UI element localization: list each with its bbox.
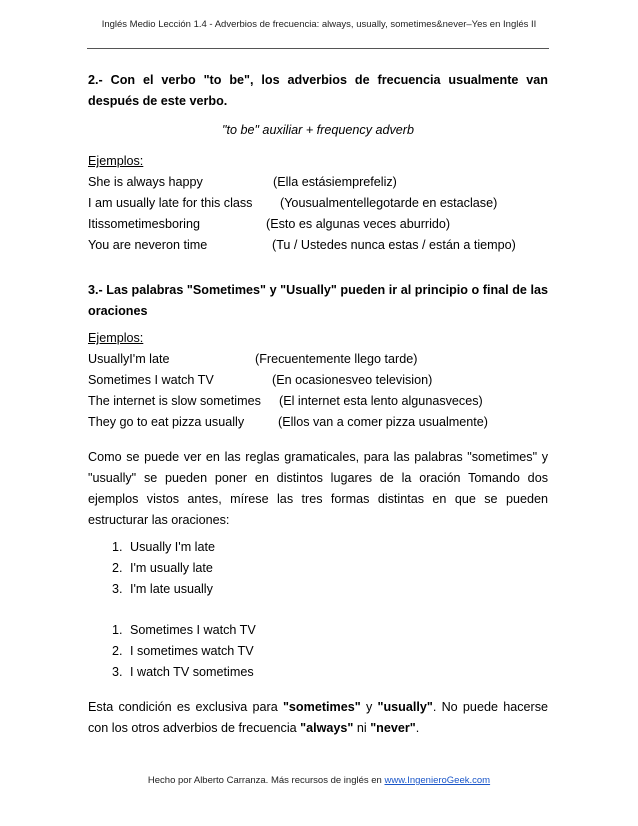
closing-bold: "usually" [377,700,433,714]
example-spanish: (Yousualmentellegotarde en estaclase) [280,196,498,210]
example-row [88,235,548,256]
example-english: You are neveron time [88,238,208,252]
footer-link[interactable]: www.IngenieroGeek.com [384,775,491,786]
examples-title: Ejemplos: [88,331,144,345]
list-item: 1. Usually I'm late [126,537,548,558]
list-item: 3. I'm late usually [126,579,548,600]
example-row [88,412,548,433]
example-spanish: (El internet esta lento algunasveces) [279,394,483,408]
footer-text: Hecho por Alberto Carranza. Más recursos de inglés en [147,775,385,786]
page-footer [0,775,638,786]
list-item: 1. Sometimes I watch TV [126,620,548,641]
example-row [88,214,548,235]
example-spanish: (Esto es algunas veces aburrido) [266,217,451,231]
closing-paragraph [88,697,548,739]
section-3-heading: 3.- Las palabras "Sometimes" y "Usually" pueden ir al principio o final de las oraciones [88,283,548,318]
example-spanish: (Tu / Ustedes nunca estas / están a tiempo) [272,238,516,252]
closing-bold: "sometimes" [282,700,361,714]
example-english: The internet is slow sometimes [88,394,261,408]
list-item: 2. I sometimes watch TV [126,641,548,662]
example-row [88,193,548,214]
example-english: They go to eat pizza usually [88,415,245,429]
usually-variations-list [88,537,548,600]
list-item: 2. I'm usually late [126,558,548,579]
example-row [88,172,548,193]
formula-line: "to be" auxiliar + frequency adverb [221,123,414,137]
closing-text: . [415,721,420,735]
example-english: I am usually late for this class [88,196,253,210]
examples-title: Ejemplos: [88,154,144,168]
section-2-heading: 2.- Con el verbo "to be", los adverbios de frecuencia usualmente van después de este verbo. [88,73,548,108]
example-row [88,349,548,370]
page-header: Inglés Medio Lección 1.4 - Adverbios de frecuencia: always, usually, sometimes&never–Yes en Inglés II [101,19,537,30]
closing-bold: "never" [370,721,416,735]
example-english: Itissometimesboring [88,217,200,231]
example-spanish: (En ocasionesveo television) [272,373,433,387]
example-spanish: (Frecuentemente llego tarde) [255,352,418,366]
document-body [88,70,548,739]
closing-bold: "always" [300,721,354,735]
closing-text: y [360,700,378,714]
closing-text: ni [353,721,371,735]
example-english: UsuallyI'm late [88,352,170,366]
header-divider [87,48,549,49]
closing-text: Esta condición es exclusiva para [88,700,283,714]
example-spanish: (Ellos van a comer pizza usualmente) [278,415,488,429]
example-row [88,370,548,391]
example-english: She is always happy [88,175,203,189]
explanation-paragraph: Como se puede ver en las reglas gramaticales, para las palabras "sometimes" y "usually" se pueden poner en distintos lugares de la oración Tomando dos ejemplos vistos antes, mírese las tres formas distintas en que se pueden estructurar las oraciones: [88,450,548,527]
example-row [88,391,548,412]
list-item: 3. I watch TV sometimes [126,662,548,683]
example-english: Sometimes I watch TV [88,373,214,387]
example-spanish: (Ella estásiemprefeliz) [273,175,397,189]
closing-text: . No puede hacerse con los otros adverbios de frecuencia [88,700,549,735]
sometimes-variations-list [88,620,548,683]
